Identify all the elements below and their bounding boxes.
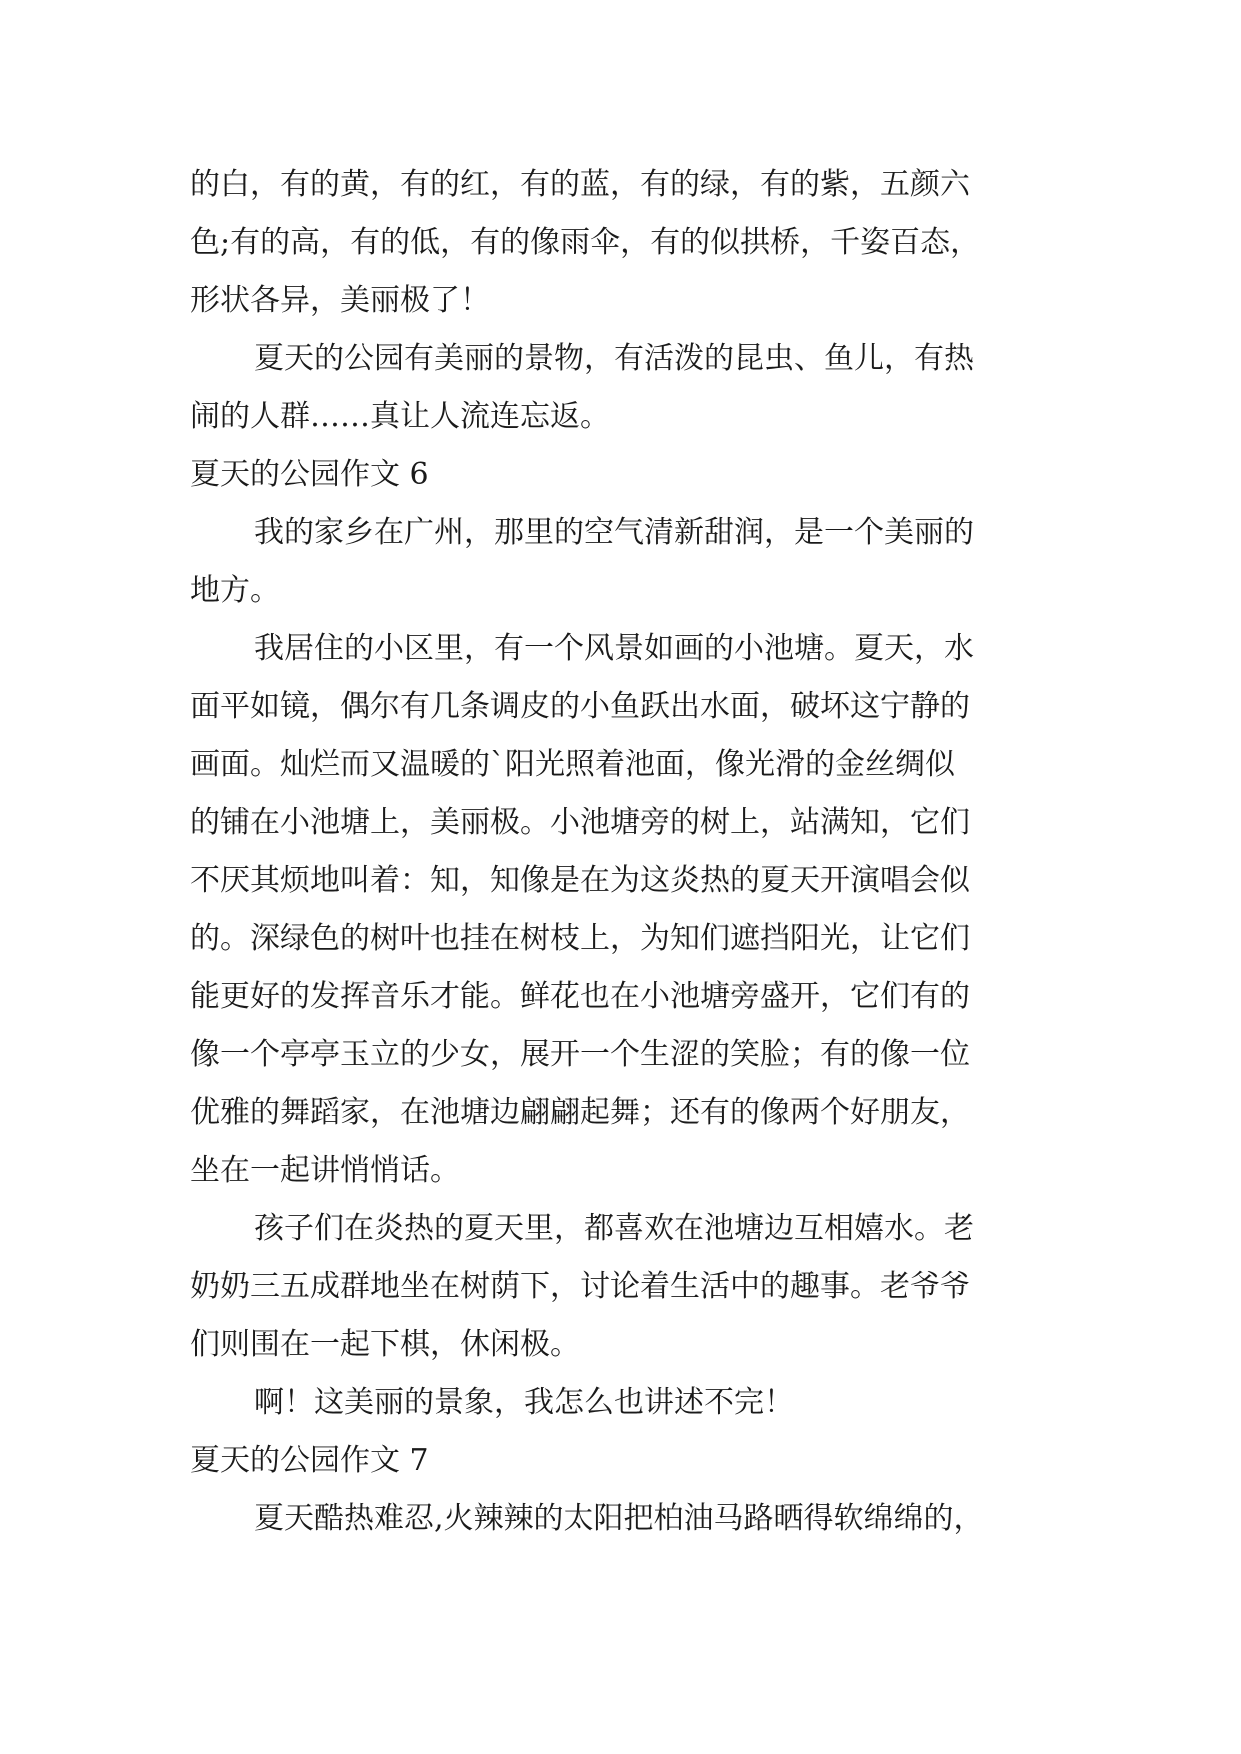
paragraph-start-line: 夏天酷热难忍,火辣辣的太阳把柏油马路晒得软绵绵的， <box>254 1501 984 1536</box>
section-heading: 夏天的公园作文 6 <box>190 457 429 492</box>
paragraph-start-line: 我居住的小区里，有一个风景如画的小池塘。夏天，水 <box>254 631 974 666</box>
text-line: 的。深绿色的树叶也挂在树枝上，为知们遮挡阳光，让它们 <box>190 921 970 956</box>
text-line: 像一个亭亭玉立的少女，展开一个生涩的笑脸；有的像一位 <box>190 1037 970 1072</box>
document-body <box>190 156 1070 1548</box>
text-line: 的铺在小池塘上，美丽极。小池塘旁的树上，站满知，它们 <box>190 805 970 840</box>
text-line: 优雅的舞蹈家，在池塘边翩翩起舞；还有的像两个好朋友， <box>190 1095 970 1130</box>
paragraph-start-line: 孩子们在炎热的夏天里，都喜欢在池塘边互相嬉水。老 <box>254 1211 974 1246</box>
text-line: 地方。 <box>190 573 280 608</box>
text-line: 色;有的高，有的低，有的像雨伞，有的似拱桥，千姿百态， <box>190 225 981 260</box>
text-line: 的白，有的黄，有的红，有的蓝，有的绿，有的紫，五颜六 <box>190 167 970 202</box>
text-line: 们则围在一起下棋，休闲极。 <box>190 1327 580 1362</box>
text-line: 不厌其烦地叫着：知，知像是在为这炎热的夏天开演唱会似 <box>190 863 970 898</box>
paragraph-start-line: 我的家乡在广州，那里的空气清新甜润，是一个美丽的 <box>254 515 974 550</box>
paragraph-start-line: 夏天的公园有美丽的景物，有活泼的昆虫、鱼儿，有热 <box>254 341 974 376</box>
paragraph-start-line: 啊！这美丽的景象，我怎么也讲述不完！ <box>254 1385 794 1420</box>
text-line: 能更好的发挥音乐才能。鲜花也在小池塘旁盛开，它们有的 <box>190 979 970 1014</box>
text-line: 面平如镜，偶尔有几条调皮的小鱼跃出水面，破坏这宁静的 <box>190 689 970 724</box>
text-line: 坐在一起讲悄悄话。 <box>190 1153 460 1188</box>
text-line: 画面。灿烂而又温暖的`阳光照着池面，像光滑的金丝绸似 <box>190 747 955 782</box>
text-line: 形状各异，美丽极了！ <box>190 283 490 318</box>
section-heading: 夏天的公园作文 7 <box>190 1443 429 1478</box>
text-line: 奶奶三五成群地坐在树荫下，讨论着生活中的趣事。老爷爷 <box>190 1269 970 1304</box>
text-line: 闹的人群……真让人流连忘返。 <box>190 399 610 434</box>
